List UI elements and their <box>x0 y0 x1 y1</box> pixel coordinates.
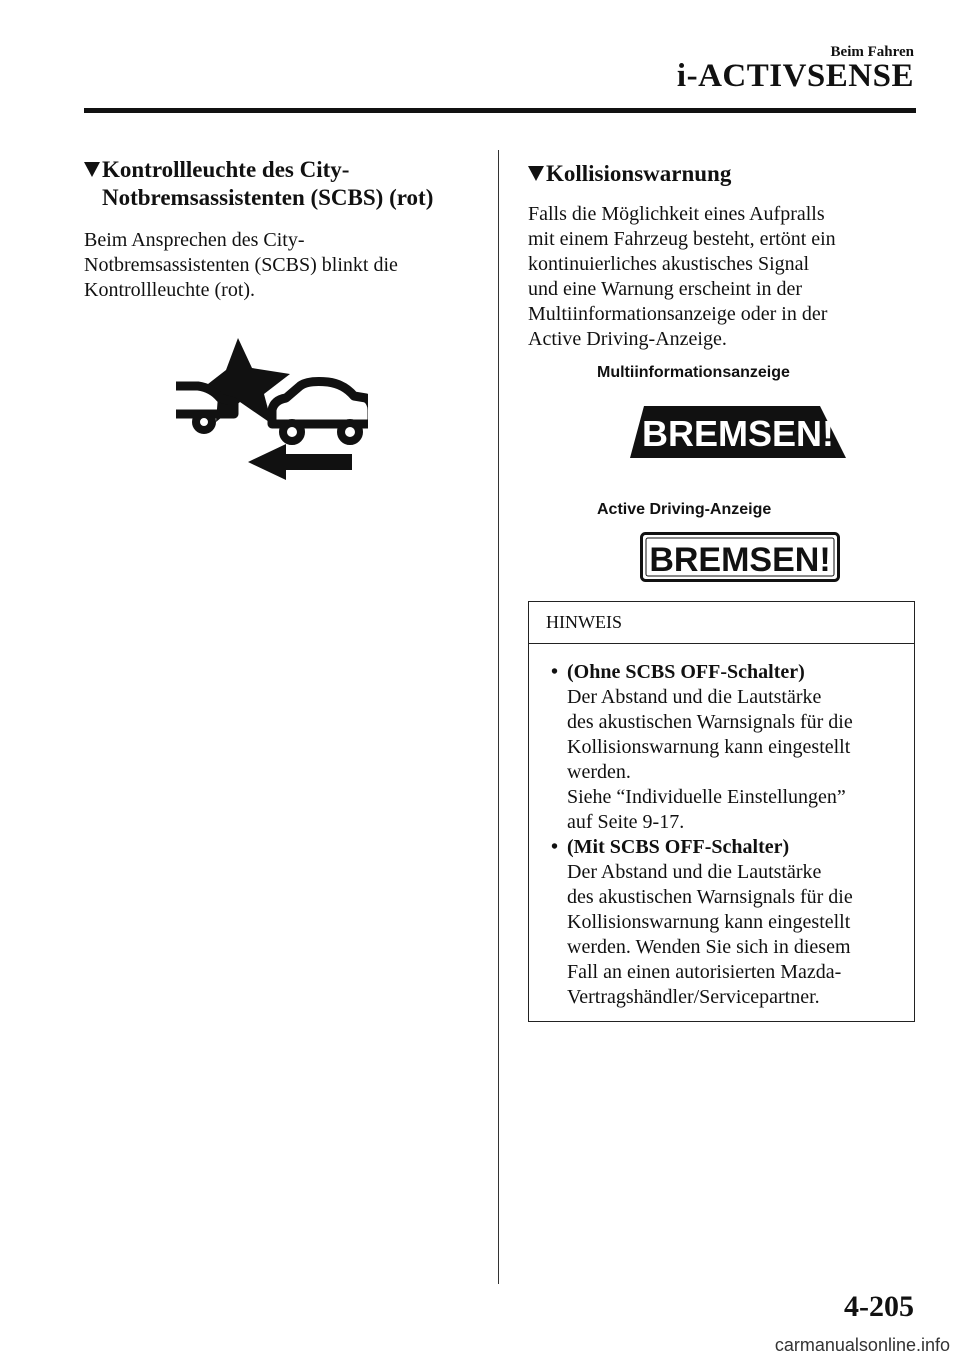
bullet-icon: • <box>551 661 559 683</box>
text-line: Falls die Möglichkeit eines Aufpralls <box>528 203 825 225</box>
text-line: und eine Warnung erscheint in der <box>528 278 803 300</box>
note-item <box>529 835 914 1010</box>
heading-kollisionswarnung <box>528 160 908 188</box>
heading-line: Kontrollleuchte des City- <box>102 157 350 182</box>
note-item-text: Der Abstand und die Lautstärke des akustischen Warnsignals für die Kollisionswarnung kann eingestellt werden. Siehe “Individuelle Einstellungen” auf Seite 9-17. <box>567 686 853 833</box>
text-line: kontinuierliches akustisches Signal <box>528 253 810 275</box>
header-rule <box>84 108 916 113</box>
chapter-label: Beim Fahren <box>830 44 914 60</box>
text-line: Active Driving-Anzeige. <box>528 328 727 350</box>
right-body-text <box>528 202 918 352</box>
text-line: Multiinformationsanzeige oder in der <box>528 303 828 325</box>
note-item <box>529 660 914 835</box>
bremsen-active-driving-display <box>640 532 840 582</box>
bullet-icon: • <box>551 836 559 858</box>
bremsen-multiinfo-display <box>630 406 848 458</box>
note-list <box>529 644 914 1010</box>
heading-kontrollleuchte <box>84 156 484 212</box>
heading-line: Notbremsassistenten (SCBS) (rot) <box>102 185 434 210</box>
figure-label-active-driving: Active Driving-Anzeige <box>597 501 772 518</box>
note-box <box>528 601 915 1022</box>
left-body-text <box>84 228 484 303</box>
text-line: Beim Ansprechen des City- <box>84 229 305 251</box>
note-title: HINWEIS <box>529 602 914 644</box>
note-item-title: (Mit SCBS OFF-Schalter) <box>567 836 790 858</box>
page-number: 4-205 <box>844 1290 914 1323</box>
text-line: Kontrollleuchte (rot). <box>84 279 256 301</box>
text-line: mit einem Fahrzeug besteht, ertönt ein <box>528 228 836 250</box>
triangle-bullet-icon <box>528 166 544 181</box>
heading-text: Kollisionswarnung <box>546 161 732 186</box>
figure-label-multiinformationsanzeige: Multiinformationsanzeige <box>597 364 790 381</box>
section-title: i-ACTIVSENSE <box>676 58 914 94</box>
bremsen-active-driving-text: BREMSEN! <box>649 541 831 579</box>
triangle-bullet-icon <box>84 162 100 177</box>
text-line: Notbremsassistenten (SCBS) blinkt die <box>84 254 398 276</box>
watermark: carmanualsonline.info <box>774 1335 950 1355</box>
bremsen-multiinfo-text: BREMSEN! <box>641 413 835 454</box>
column-divider <box>498 150 499 1284</box>
note-item-title: (Ohne SCBS OFF-Schalter) <box>567 661 805 683</box>
scbs-warning-light-icon <box>168 338 368 488</box>
note-item-text: Der Abstand und die Lautstärke des akustischen Warnsignals für die Kollisionswarnung kann eingestellt werden. Wenden Sie sich in diesem Fall an einen autorisierten Mazda- Vertragshändler/Servicepartner. <box>567 861 853 1008</box>
